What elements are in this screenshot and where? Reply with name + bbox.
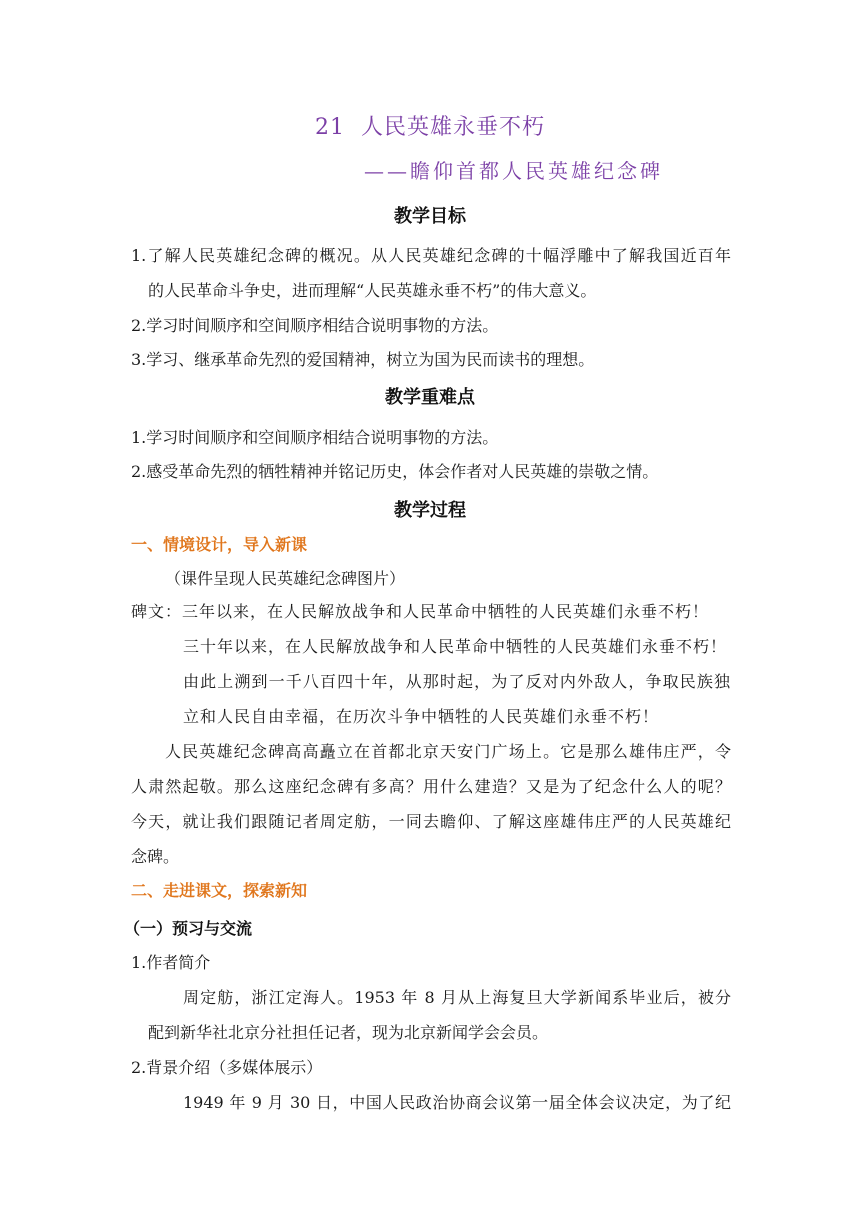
lesson-title-text: 人民英雄永垂不朽	[360, 115, 545, 140]
subsection-preview: （一）预习与交流	[124, 919, 253, 938]
inscription-line-2: 三十年以来，在人民解放战争和人民革命中牺牲的人民英雄们永垂不朽！	[183, 637, 728, 656]
author-line-1: 周定舫，浙江定海人。1953 年 8 月从上海复旦大学新闻系毕业后，被分	[183, 988, 731, 1007]
lesson-title	[0, 113, 860, 143]
intro-paragraph-line-3: 今天，就让我们跟随记者周定舫，一同去瞻仰、了解这座雄伟庄严的人民英雄纪	[131, 812, 731, 831]
inscription-text-1: 三年以来，在人民解放战争和人民革命中牺牲的人民英雄们永垂不朽！	[182, 602, 710, 621]
intro-paragraph-line-4: 念碑。	[131, 847, 180, 866]
key-points-heading: 教学重难点	[385, 387, 475, 408]
section-1-title: 一、情境设计，导入新课	[131, 535, 308, 554]
author-line-2: 配到新华社北京分社担任记者，现为北京新闻学会会员。	[148, 1023, 549, 1042]
objective-1-line-2: 的人民革命斗争史，进而理解“人民英雄永垂不朽”的伟大意义。	[148, 281, 597, 300]
objective-1-line-1: 1.了解人民英雄纪念碑的概况。从人民英雄纪念碑的十幅浮雕中了解我国近百年	[131, 246, 731, 265]
author-heading: 1.作者简介	[131, 953, 211, 972]
objectives-heading: 教学目标	[394, 206, 466, 227]
intro-paragraph-line-1: 人民英雄纪念碑高高矗立在首都北京天安门广场上。它是那么雄伟庄严，令	[165, 742, 731, 761]
key-point-1: 1.学习时间顺序和空间顺序相结合说明事物的方法。	[131, 428, 499, 447]
lesson-number: 21	[314, 115, 345, 140]
intro-paragraph-line-2: 人肃然起敬。那么这座纪念碑有多高？用什么建造？又是为了纪念什么人的呢？	[131, 777, 731, 796]
section-2-title: 二、走进课文，探索新知	[131, 881, 308, 900]
key-point-2: 2.感受革命先烈的牺牲精神并铭记历史，体会作者对人民英雄的崇敬之情。	[131, 462, 659, 481]
section-1-note: （课件呈现人民英雄纪念碑图片）	[165, 569, 406, 588]
objective-2: 2.学习时间顺序和空间顺序相结合说明事物的方法。	[131, 316, 499, 335]
inscription-line-4: 立和人民自由幸福，在历次斗争中牺牲的人民英雄们永垂不朽！	[183, 707, 660, 726]
process-heading: 教学过程	[394, 500, 466, 521]
background-line-1: 1949 年 9 月 30 日，中国人民政治协商会议第一届全体会议决定，为了纪	[183, 1093, 731, 1112]
objective-3: 3.学习、继承革命先烈的爱国精神，树立为国为民而读书的理想。	[131, 350, 595, 369]
lesson-subtitle: ——瞻仰首都人民英雄纪念碑	[364, 159, 663, 183]
inscription-line-3: 由此上溯到一千八百四十年，从那时起，为了反对内外敌人，争取民族独	[183, 672, 731, 691]
background-heading: 2.背景介绍（多媒体展示）	[131, 1058, 323, 1077]
inscription-label: 碑文：	[131, 602, 183, 621]
inscription-line-1	[131, 601, 709, 623]
